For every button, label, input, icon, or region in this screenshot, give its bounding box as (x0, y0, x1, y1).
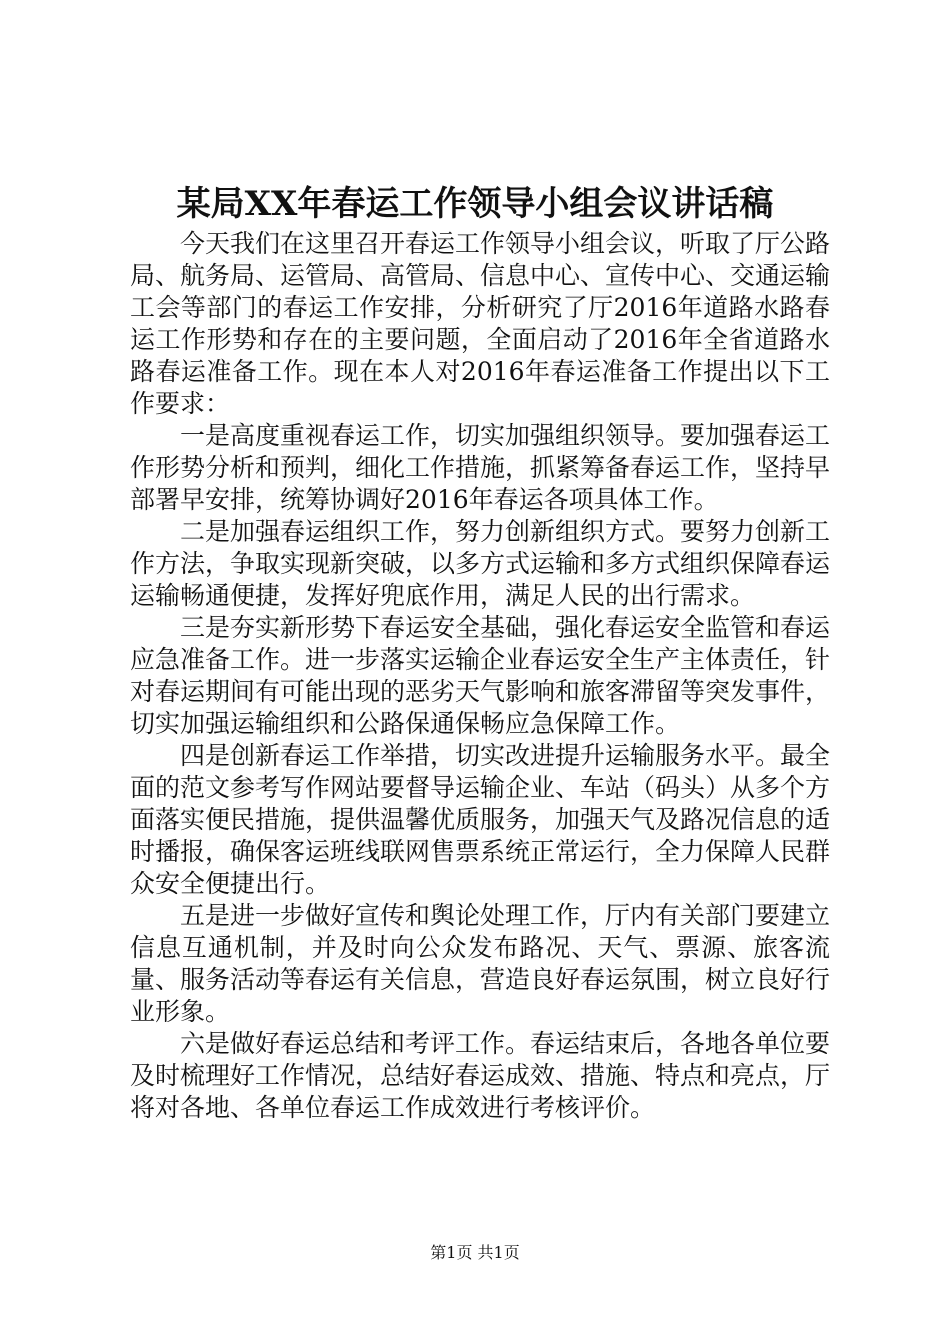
paragraph-point-1: 一是高度重视春运工作，切实加强组织领导。要加强春运工作形势分析和预判，细化工作措施，抓紧筹备春运工作，坚持早部署早安排，统筹协调好2016年春运各项具体工作。 (130, 421, 831, 514)
paragraph-point-4: 四是创新春运工作举措，切实改进提升运输服务水平。最全面的范文参考写作网站要督导运输企业、车站（码头）从多个方面落实便民措施，提供温馨优质服务，加强天气及路况信息的适时播报，确保客运班线联网售票系统正常运行，全力保障人民群众安全便捷出行。 (130, 741, 831, 898)
paragraph-point-3: 三是夯实新形势下春运安全基础，强化春运安全监管和春运应急准备工作。进一步落实运输企业春运安全生产主体责任，针对春运期间有可能出现的恶劣天气影响和旅客滞留等突发事件，切实加强运输组织和公路保通保畅应急保障工作。 (130, 613, 831, 738)
document-body (130, 228, 830, 1124)
page-number-footer: 第1页 共1页 (430, 1243, 520, 1262)
document-title: 某局XX年春运工作领导小组会议讲话稿 (176, 184, 774, 224)
paragraph-point-2: 二是加强春运组织工作，努力创新组织方式。要努力创新工作方法，争取实现新突破，以多方式运输和多方式组织保障春运运输畅通便捷，发挥好兜底作用，满足人民的出行需求。 (130, 517, 831, 610)
paragraph-intro: 今天我们在这里召开春运工作领导小组会议，听取了厅公路局、航务局、运管局、高管局、信息中心、宣传中心、交通运输工会等部门的春运工作安排，分析研究了厅2016年道路水路春运工作形势和存在的主要问题，全面启动了2016年全省道路水路春运准备工作。现在本人对2016年春运准备工作提出以下工作要求： (130, 229, 831, 418)
paragraph-point-6: 六是做好春运总结和考评工作。春运结束后，各地各单位要及时梳理好工作情况，总结好春运成效、措施、特点和亮点，厅将对各地、各单位春运工作成效进行考核评价。 (130, 1029, 831, 1122)
paragraph-point-5: 五是进一步做好宣传和舆论处理工作，厅内有关部门要建立信息互通机制，并及时向公众发布路况、天气、票源、旅客流量、服务活动等春运有关信息，营造良好春运氛围，树立良好行业形象。 (130, 901, 831, 1026)
